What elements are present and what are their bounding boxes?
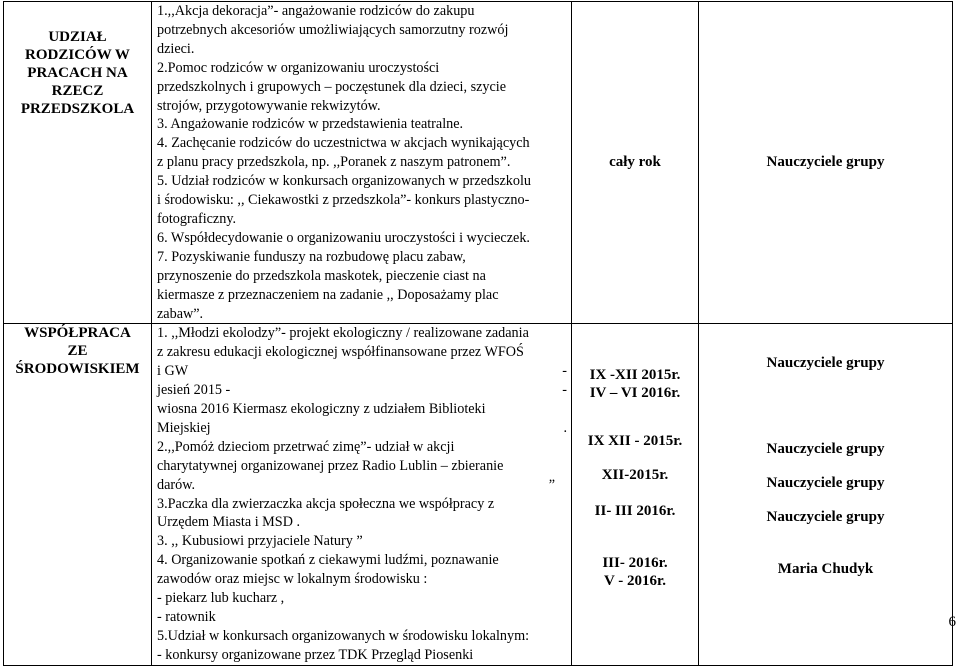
table-row <box>4 2 953 324</box>
task-line: 5. Udział rodziców w konkursach organizowanych w przedszkolu <box>157 173 532 190</box>
timeframe-value: III- 2016r. <box>602 555 668 572</box>
task-line: dzieci. <box>157 40 195 57</box>
responsible-value: Nauczyciele grupy <box>766 355 885 372</box>
task-line: Urzędem Miasta i MSD . <box>157 514 301 531</box>
task-line: wiosna 2016 Kiermasz ekologiczny z udziałem Biblioteki <box>157 401 486 418</box>
task-line: 6. Współdecydowanie o organizowaniu uroczystości i wycieczek. <box>157 229 530 246</box>
responsible-value: Nauczyciele grupy <box>766 509 885 526</box>
task-line <box>157 419 567 438</box>
responsible-value: Maria Chudyk <box>777 561 874 578</box>
timeframe-value: XII-2015r. <box>601 467 669 484</box>
responsible-value: Nauczyciele grupy <box>766 441 885 458</box>
task-line-text: darów. <box>157 476 196 493</box>
task-line <box>157 476 567 495</box>
task-line: - konkursy organizowane przez TDK Przegląd Piosenki <box>157 646 474 663</box>
task-line: z zakresu edukacji ekologicznej współfinansowane przez WFOŚ <box>157 344 524 361</box>
section-title-cell <box>4 2 152 324</box>
page-number: 6 <box>948 614 956 630</box>
section-title-line: PRZEDSZKOLA <box>20 100 135 117</box>
section-title-line: ZE <box>67 343 88 360</box>
timeframe-value: cały rok <box>609 154 661 171</box>
section-title-line: WSPÓŁPRACA <box>24 325 131 342</box>
section-title-line: RZECZ <box>51 82 104 99</box>
section-title-line: UDZIAŁ <box>48 28 107 45</box>
task-line-text: jesień 2015 - <box>157 382 231 399</box>
task-line <box>157 362 567 381</box>
responsible-cell <box>699 324 953 665</box>
table-row <box>4 324 953 665</box>
task-line: zawodów oraz miejsc w lokalnym środowisku : <box>157 571 428 588</box>
section-title-line: PRACACH NA <box>27 64 128 81</box>
task-line: 1.,,Akcja dekoracja”- angażowanie rodziców do zakupu <box>157 3 475 19</box>
task-line: przedszkolnych i grupowych – poczęstunek dla dzieci, szycie <box>157 78 507 95</box>
section-title-line: ŚRODOWISKIEM <box>15 361 140 378</box>
task-line: 4. Organizowanie spotkań z ciekawymi ludźmi, poznawanie <box>157 552 499 569</box>
task-line: - ratownik <box>157 609 216 625</box>
task-line: charytatywnej organizowanej przez Radio Lublin – zbieranie <box>157 457 504 474</box>
task-line-text: Miejskiej <box>157 419 211 436</box>
timeframe-cell <box>572 324 699 665</box>
timeframe-cell <box>572 2 699 324</box>
task-line: 2.,,Pomóż dzieciom przetrwać zimę”- udział w akcji <box>157 438 455 455</box>
task-line: 1. ,,Młodzi ekolodzy”- projekt ekologiczny / realizowane zadania <box>157 325 529 342</box>
section-title-line: RODZICÓW W <box>25 46 130 63</box>
tasks-cell <box>152 2 572 324</box>
timeframe-value: V - 2016r. <box>603 573 667 590</box>
task-line-mark: . <box>563 419 567 436</box>
timeframe-value: II- III 2016r. <box>594 503 676 520</box>
task-line: 3. ,, Kubusiowi przyjaciele Natury ” <box>157 533 363 550</box>
tasks-cell <box>152 324 572 665</box>
task-line: 4. Zachęcanie rodziców do uczestnictwa w akcjach wynikających <box>157 135 530 152</box>
activity-plan-table <box>3 1 953 666</box>
task-line: 7. Pozyskiwanie funduszy na rozbudowę placu zabaw, <box>157 248 466 265</box>
task-line: i środowisku: ,, Ciekawostki z przedszkola”- konkurs plastyczno- <box>157 192 530 209</box>
task-line-text: i GW <box>157 363 189 380</box>
task-line-mark: - <box>562 363 567 380</box>
task-line: 3. Angażowanie rodziców w przedstawienia teatralne. <box>157 116 464 133</box>
timeframe-value: IX -XII 2015r. <box>589 367 681 384</box>
task-line-mark: - <box>562 382 567 399</box>
timeframe-value: IV – VI 2016r. <box>589 385 681 402</box>
task-line <box>157 381 567 400</box>
task-line: fotograficzny. <box>157 210 237 227</box>
task-line: - piekarz lub kucharz , <box>157 590 285 607</box>
responsible-value: Nauczyciele grupy <box>766 154 885 171</box>
task-line: strojów, przygotowywanie rekwizytów. <box>157 97 381 114</box>
responsible-cell <box>699 2 953 324</box>
responsible-value: Nauczyciele grupy <box>766 475 885 492</box>
task-line: zabaw”. <box>157 305 204 322</box>
section-title-cell <box>4 324 152 665</box>
task-line: 2.Pomoc rodziców w organizowaniu uroczystości <box>157 59 440 76</box>
task-line: kiermasze z przeznaczeniem na zadanie ,, Doposażamy plac <box>157 286 499 303</box>
timeframe-value: IX XII - 2015r. <box>587 433 683 450</box>
task-line: potrzebnych akcesoriów umożliwiających samorzutny rozwój <box>157 21 509 38</box>
task-line: 3.Paczka dla zwierzaczka akcja społeczna we współpracy z <box>157 495 495 512</box>
task-line: przynoszenie do przedszkola maskotek, pieczenie ciast na <box>157 267 486 284</box>
task-line-mark: ” <box>548 476 555 493</box>
task-line: 5.Udział w konkursach organizowanych w środowisku lokalnym: <box>157 627 530 644</box>
task-line: z planu pracy przedszkola, np. ,,Poranek z naszym patronem”. <box>157 154 511 171</box>
